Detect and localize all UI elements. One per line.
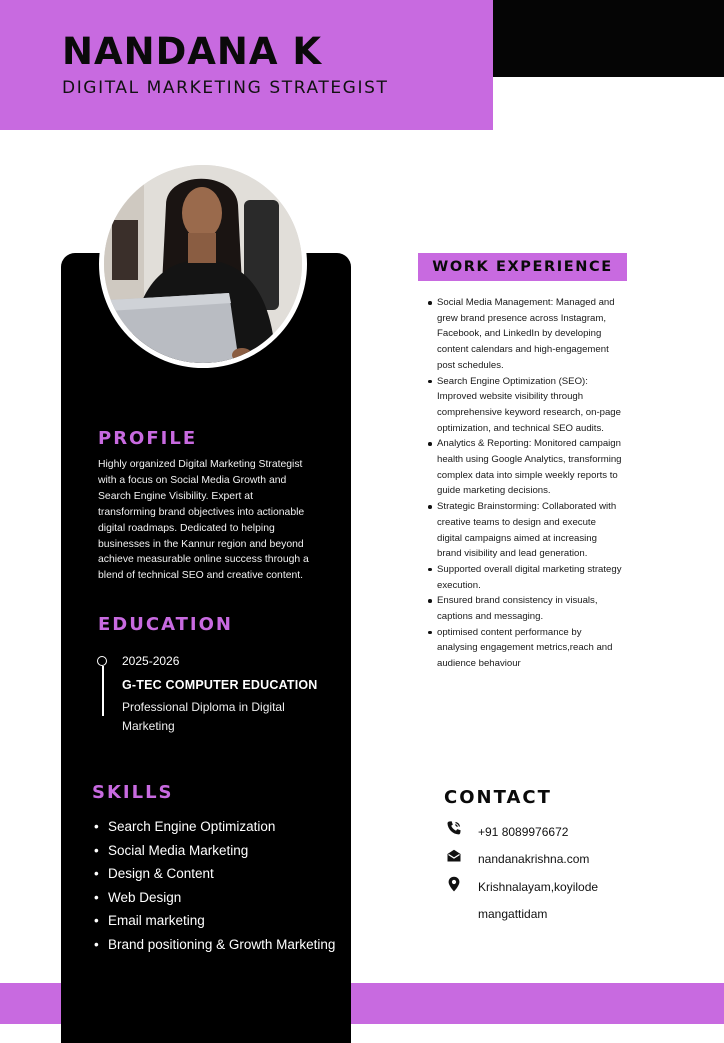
list-item: • Email marketing: [108, 909, 338, 933]
education-year: 2025-2026: [122, 654, 180, 668]
timeline-line: [102, 666, 104, 716]
profile-heading: PROFILE: [98, 428, 198, 449]
contact-phone[interactable]: +91 8089976672: [478, 825, 569, 839]
list-item: Social Media Management: Managed and grew brand presence across Instagram, Facebook, and LinkedIn by developing content calendars and high-engagement post schedules.: [437, 295, 622, 374]
contact-email[interactable]: nandanakrishna.com: [478, 852, 590, 866]
list-item: Ensured brand consistency in visuals, captions and messaging.: [437, 593, 622, 624]
job-title: DIGITAL MARKETING STRATEGIST: [62, 78, 389, 98]
list-item: • Brand positioning & Growth Marketing: [108, 933, 338, 957]
education-degree: Professional Diploma in Digital Marketing: [122, 700, 285, 733]
list-item: Strategic Brainstorming: Collaborated with creative teams to design and execute digital campaigns aimed at increasing brand visibility and lead generation.: [437, 499, 622, 562]
list-item: • Web Design: [108, 886, 338, 910]
list-item: Analytics & Reporting: Monitored campaign health using Google Analytics, transforming complex data into simple weekly reports to guide marketing decisions.: [437, 436, 622, 499]
phone-icon: [446, 820, 462, 836]
work-experience-heading: WORK EXPERIENCE: [418, 253, 627, 281]
location-pin-icon: [446, 876, 462, 892]
skills-heading: SKILLS: [92, 782, 174, 803]
contact-address-line1: Krishnalayam,koyilode: [478, 880, 599, 894]
mail-icon: [446, 848, 462, 864]
profile-photo: [99, 160, 307, 368]
work-experience-list: [437, 295, 622, 672]
page-title: NANDANA K: [62, 30, 323, 73]
skills-list: [108, 815, 338, 957]
timeline-dot-icon: [97, 656, 107, 666]
list-item: • Search Engine Optimization: [108, 815, 338, 839]
contact-address-line2: mangattidam: [478, 907, 548, 921]
education-heading: EDUCATION: [98, 614, 233, 635]
list-item: optimised content performance by analysing engagement metrics,reach and audience behaviour: [437, 625, 622, 672]
contact-heading: CONTACT: [444, 787, 552, 808]
profile-photo-illustration: [104, 165, 302, 363]
profile-text: Highly organized Digital Marketing Strategist with a focus on Social Media Growth and Search Engine Visibility. Expert at transforming brand objectives into actionable digital roadmaps. Dedicated to helping businesses in the Kannur region and beyond achieve measurable online success through a blend of technical SEO and creative content.: [98, 459, 309, 582]
list-item: • Social Media Marketing: [108, 839, 338, 863]
list-item: Supported overall digital marketing strategy execution.: [437, 562, 622, 593]
education-school: G-TEC COMPUTER EDUCATION: [122, 678, 318, 692]
list-item: Search Engine Optimization (SEO): Improved website visibility through comprehensive keyword research, on-page optimization, and technical SEO audits.: [437, 374, 622, 437]
list-item: • Design & Content: [108, 862, 338, 886]
header-black-block: [493, 0, 724, 77]
